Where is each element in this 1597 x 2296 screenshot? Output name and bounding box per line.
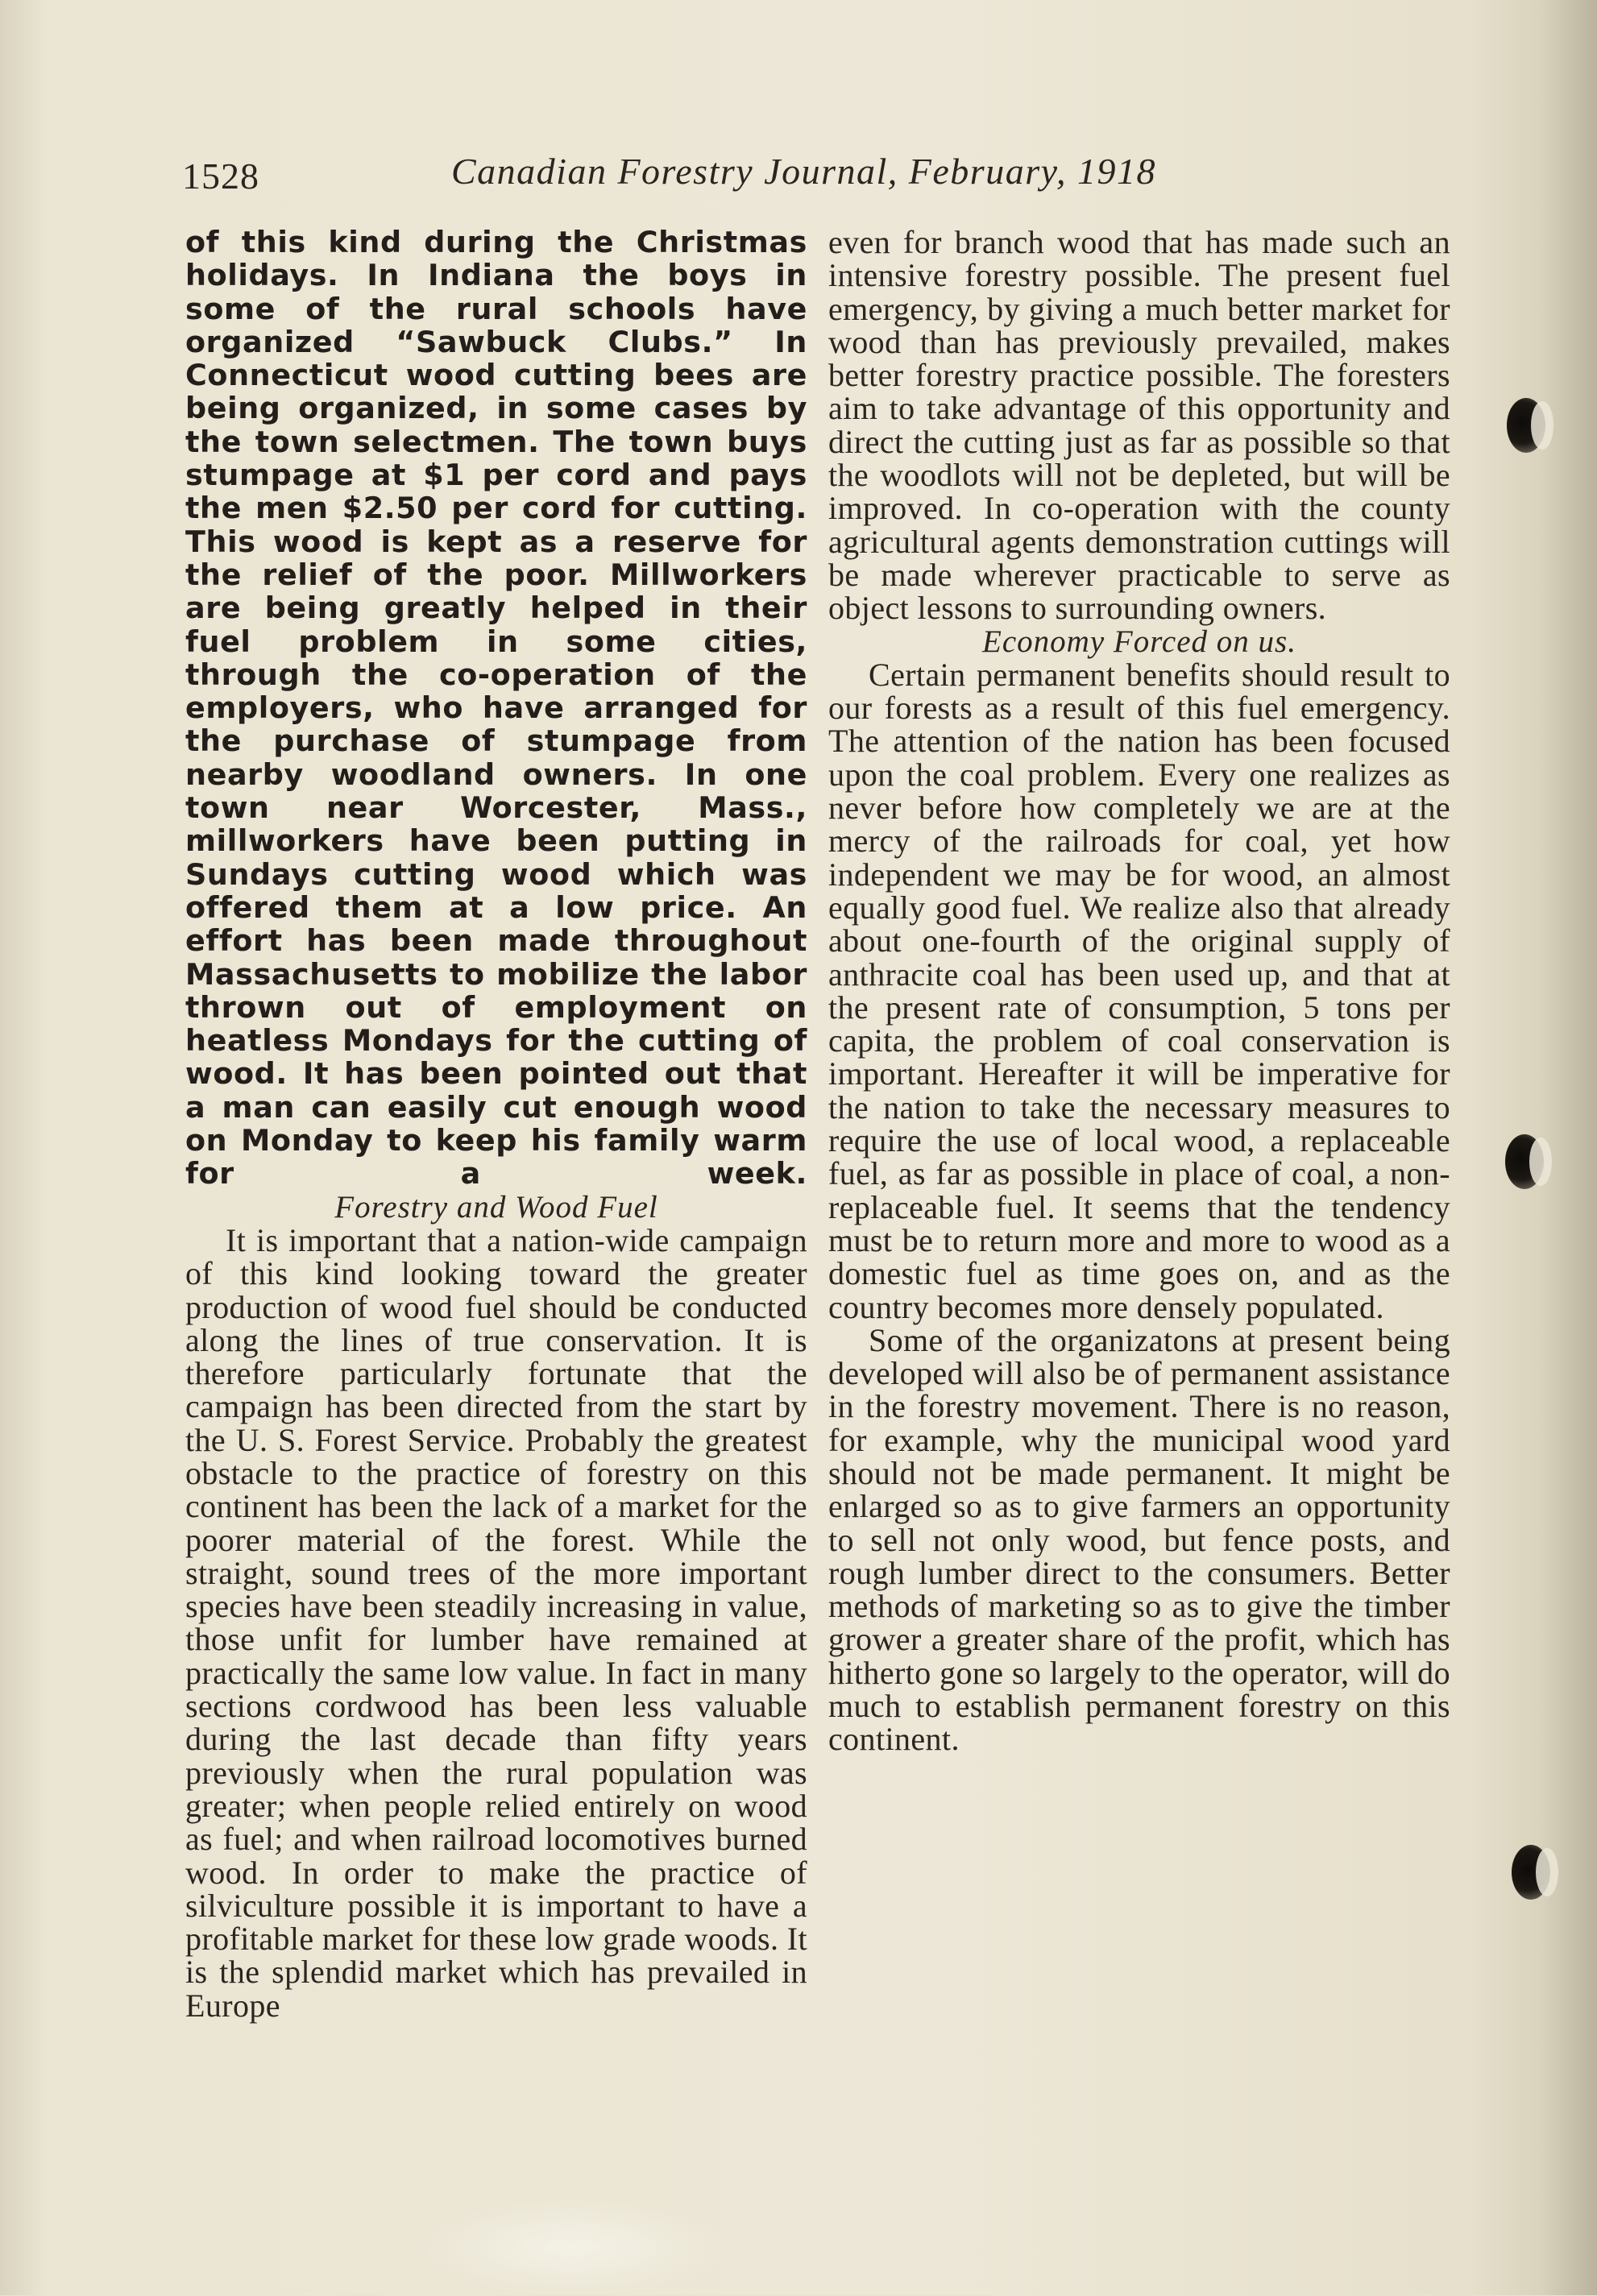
page-header	[182, 143, 1189, 200]
section-heading-economy-forced: Economy Forced on us.	[982, 624, 1296, 659]
left-paragraph: It is important that a nation-wide campaign of this kind looking toward the greater production of wood fuel should be conducted along the lines of true conservation. It is therefore particularly fortunate that the campaign has been directed from the start by the U. S. Forest Service. Probably the greatest obstacle to the practice of forestry on this continent has been the lack of a market for the poorer material of the forest. While the straight, sound trees of the more important species have been steadily increasing in value, those unfit for lumber have remained at practically the same low value. In fact in many sections cordwood has been less valuable during the last decade than fifty years previously when the rural population was greater; when people relied entirely on wood as fuel; and when railroad locomotives burned wood. In order to make the practice of silviculture possible it is important to have a profitable market for these low grade woods. It is the splendid market which has prevailed in Europe	[185, 1221, 807, 2024]
left-column	[185, 226, 807, 2022]
left-bold-paragraph: of this kind during the Christmas holidays. In Indiana the boys in some of the rural schools have organized “Sawbuck Clubs.” In Connecticut wood cutting bees are being organized, in some cases by the town selectmen. The town buys stumpage at $1 per cord and pays the men $2.50 per cord for cutting. This wood is kept as a reserve for the relief of the poor. Millworkers are being greatly helped in their fuel problem in some cities, through the co-operation of the employers, who have arranged for the purchase of stumpage from nearby woodland owners. In one town near Worcester, Mass., millworkers have been putting in Sundays cutting wood which was offered them at a low price. An effort has been made throughout Massachusetts to mobilize the labor thrown out of employment on heatless Mondays for the cutting of wood. It has been pointed out that a man can easily cut enough wood on Monday to keep his family warm for a week.	[185, 225, 807, 1192]
right-paragraph-1: Certain permanent benefits should result to our forests as a result of this fuel emergency. The attention of the nation has been focused upon the coal problem. Every one realizes as never before how completely we are at the mercy of the railroads for coal, yet how independent we may be for wood, an almost equally good fuel. We realize also that already about one-fourth of the original supply of anthracite coal has been used up, and that at the present rate of consumption, 5 tons per capita, the problem of coal conservation is important. Hereafter it will be imperative for the nation to take the necessary measures to require the use of local wood, a replaceable fuel, as far as possible in place of coal, a non-replaceable fuel. It seems that the tendency must be to return more and more to wood as a domestic fuel as time goes on, and as the country becomes more densely populated.	[828, 656, 1450, 1325]
paper-blemish	[419, 2199, 725, 2296]
right-column	[828, 226, 1450, 1756]
right-paragraph-2: Some of the organizatons at present being developed will also be of permanent assistance in the forestry movement. There is no reason, for example, why the municipal wood yard should not be made permanent. It might be enlarged so as to give farmers an opportunity to sell not only wood, but fence posts, and rough lumber direct to the consumers. Better methods of marketing so as to give the timber grower a greater share of the profit, which has hitherto gone so largely to the operator, will do much to establish permanent forestry on this continent.	[828, 1321, 1450, 1758]
punch-hole-middle	[1505, 1134, 1544, 1189]
section-heading-forestry-wood-fuel: Forestry and Wood Fuel	[334, 1189, 658, 1225]
page-number: 1528	[182, 155, 259, 197]
punch-hole-top	[1507, 398, 1545, 453]
right-continuation-paragraph: even for branch wood that has made such an intensive forestry possible. The present fuel emergency, by giving a much better market for wood than has previously prevailed, makes better forestry practice possible. The foresters aim to take advantage of this opportunity and direct the cutting just as far as possible so that the woodlots will not be depleted, but will be improved. In co-operation with the county agricultural agents demonstration cuttings will be made wherever practicable to serve as object lessons to surrounding owners.	[828, 224, 1450, 627]
running-title: Canadian Forestry Journal, February, 1918	[451, 151, 1156, 192]
punch-hole-bottom	[1512, 1845, 1550, 1900]
